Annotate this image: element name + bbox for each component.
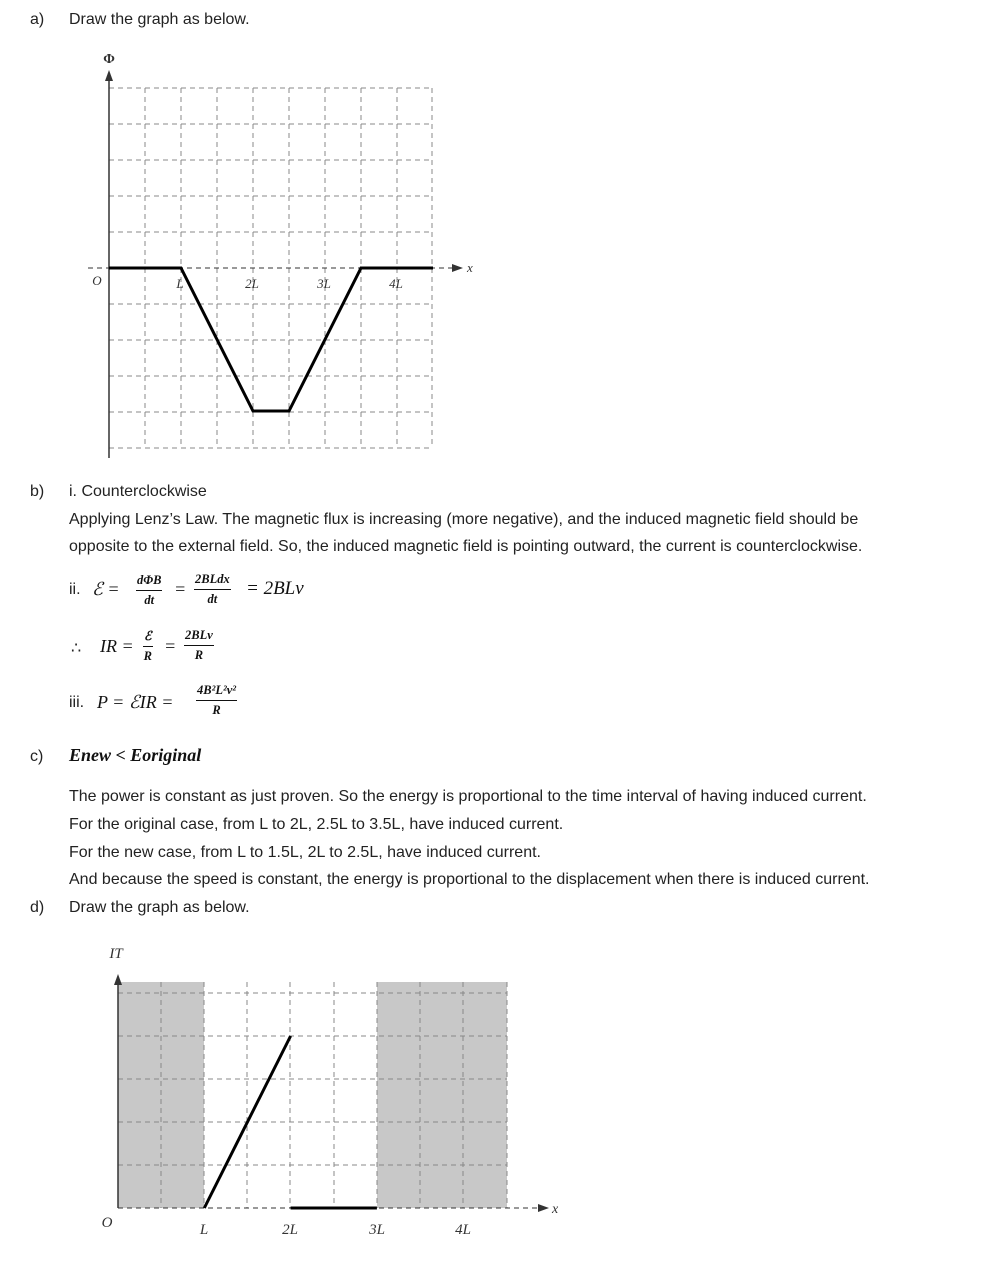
flux-graph: [0, 0, 990, 470]
fraction-2blv-r: [184, 628, 214, 663]
current-tick-3L: 3L: [369, 1222, 385, 1238]
flux-axes: [88, 70, 463, 458]
part-b-label: b): [30, 483, 45, 500]
part-a-text: Draw the graph as below.: [69, 11, 250, 28]
equals-sign-2: =: [164, 636, 177, 656]
fraction-2bldx-num: 2BLdx: [194, 572, 231, 590]
fraction-2blv-num: 2BLv: [184, 628, 214, 646]
current-tick-4L: 4L: [455, 1222, 471, 1238]
flux-tick-3L: 3L: [317, 276, 331, 291]
power-expression: P = ℰIR =: [97, 692, 174, 712]
current-graph: [0, 940, 990, 1270]
flux-tick-2L: 2L: [245, 276, 259, 291]
fraction-dphi-dt: [136, 573, 162, 608]
part-b-ii-label: ii.: [69, 581, 81, 598]
part-b-i-heading: i. Counterclockwise: [69, 483, 207, 500]
flux-origin-label: O: [92, 273, 102, 288]
fraction-emf-r: [143, 628, 153, 664]
part-b-line1: Applying Lenz’s Law. The magnetic flux is increasing (more negative), and the induced magnetic field should be: [69, 511, 859, 528]
fraction-dphi-den: dt: [144, 593, 155, 607]
fraction-power-den: R: [212, 703, 221, 717]
current-tick-L: L: [199, 1222, 209, 1238]
part-c-label: c): [30, 748, 44, 765]
current-y-label: IT: [109, 946, 123, 962]
flux-tick-L: L: [176, 276, 184, 291]
fraction-dphi-num: dΦB: [136, 573, 162, 591]
emf-symbol: ℰ =: [92, 579, 120, 599]
part-b-line2: opposite to the external field. So, the induced magnetic field is pointing outward, the current is counterclockwise.: [69, 538, 863, 555]
emf-result: = 2BLv: [246, 578, 304, 599]
current-shaded-regions: [118, 982, 507, 1208]
shaded-region-right: [377, 982, 507, 1208]
fraction-power: [196, 683, 237, 718]
part-b-iii-label: iii.: [69, 694, 85, 711]
part-c-line1: The power is constant as just proven. So the energy is proportional to the time interval of having induced current.: [69, 788, 867, 805]
flux-y-label: Φ: [103, 52, 115, 67]
fraction-2bldx-den: dt: [207, 592, 218, 606]
part-d-text: Draw the graph as below.: [69, 899, 250, 916]
fraction-2bldx-dt: [194, 572, 231, 607]
fraction-emf-den: R: [143, 649, 152, 663]
flux-tick-4L: 4L: [389, 276, 403, 291]
fraction-2blv-den: R: [194, 648, 204, 662]
part-a-label: a): [30, 11, 45, 28]
part-c-line4: And because the speed is constant, the energy is proportional to the displacement when there is induced current.: [69, 871, 870, 888]
current-x-label: x: [552, 1202, 559, 1217]
fraction-power-num: 4B²L²v²: [196, 683, 237, 701]
therefore-symbol: ∴: [71, 640, 82, 657]
part-c-line3: For the new case, from L to 1.5L, 2L to 2.5L, have induced current.: [69, 844, 541, 861]
current-origin-label: O: [101, 1215, 113, 1231]
flux-x-label: x: [467, 260, 473, 275]
current-tick-2L: 2L: [282, 1222, 298, 1238]
part-c-line2: For the original case, from L to 2L, 2.5L to 3.5L, have induced current.: [69, 816, 564, 833]
ir-symbol: IR =: [100, 636, 134, 656]
energy-inequality: Enew < Eoriginal: [69, 745, 202, 765]
fraction-emf-num: ℰ: [143, 628, 153, 647]
equals-sign-1: =: [174, 579, 187, 599]
part-d-label: d): [30, 899, 45, 916]
